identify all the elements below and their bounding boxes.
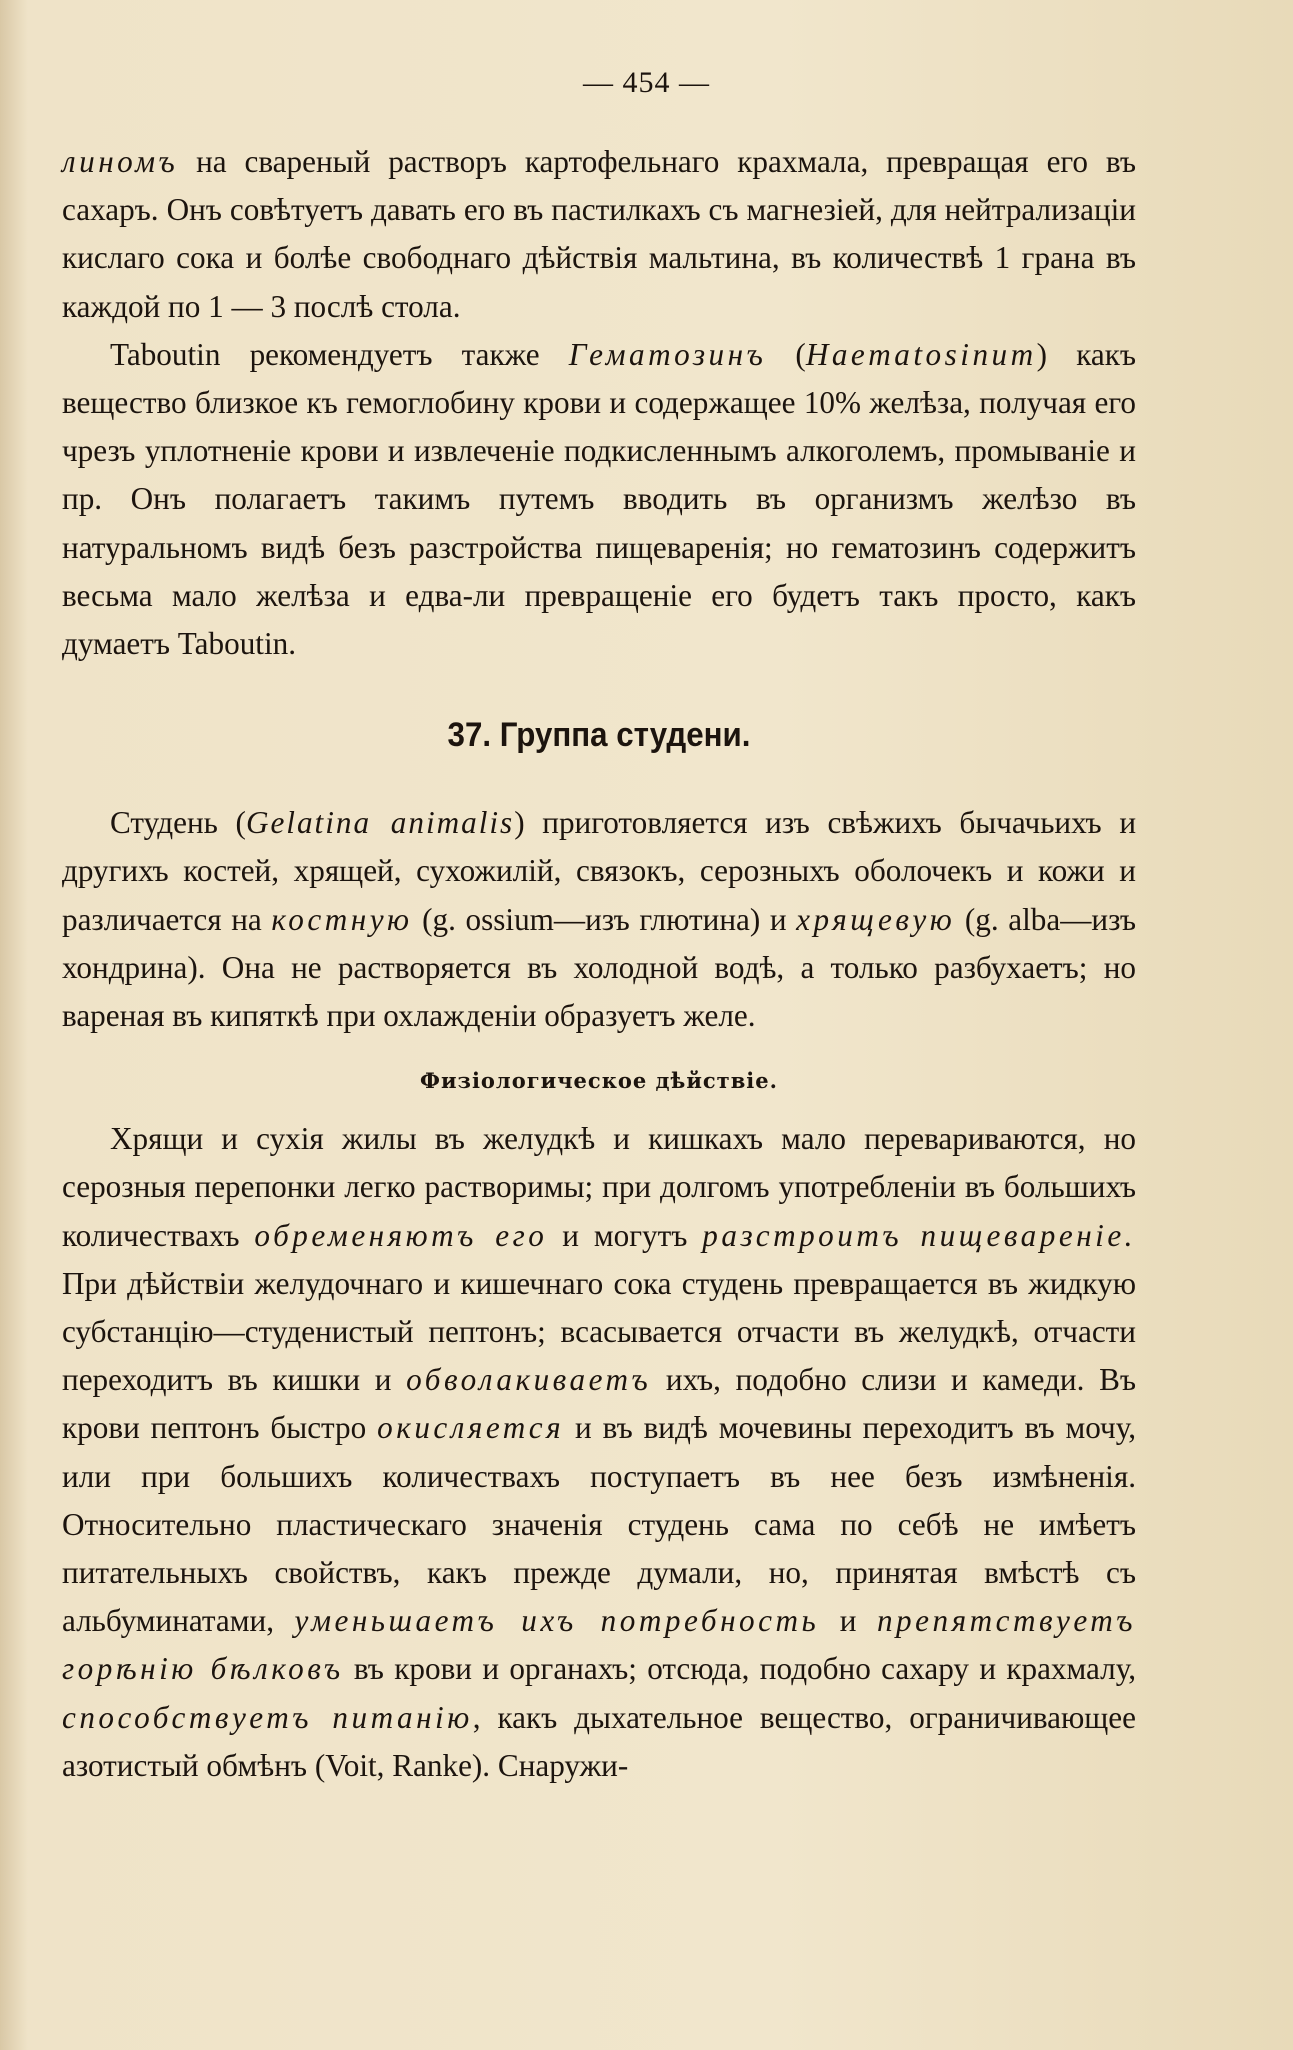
paragraph-physiology: [62, 1115, 1136, 1790]
page-number: — 454 —: [583, 66, 710, 99]
page-text: [62, 138, 1136, 1790]
emphasis-text: препятствуетъ горѣнію бѣлковъ: [62, 1603, 1136, 1687]
paragraph-text: (: [766, 336, 806, 372]
emphasis-text: способствуетъ питанію: [62, 1699, 473, 1735]
emphasis-text: хрящевую: [796, 901, 956, 937]
paragraph-text: При дѣйствіи желудочнаго и кишечнаго сока студень превращается въ жидкую субстанцію—студенистый пептонъ; всасывается отчасти въ желудкѣ, отчасти переходитъ въ кишки и: [62, 1265, 1136, 1398]
paragraph-text: на свареный растворъ картофельнаго крахмала, превращая его въ сахаръ. Онъ совѣтуетъ давать его въ пастилкахъ съ магнезіей, для нейтрализаціи кислаго сока и болѣе свободнаго дѣйствія мальтина, въ количествѣ 1 грана въ каждой по 1 — 3 послѣ стола.: [62, 144, 1136, 324]
emphasis-text: разстроитъ пищевареніе.: [702, 1217, 1136, 1253]
emphasis-text: линомъ: [62, 144, 179, 179]
paragraph-text: , какъ дыхательное вещество, ограничивающее азотистый обмѣнъ (Voit, Ranke). Снаружи-: [62, 1699, 1136, 1783]
paragraph-text: и могутъ: [547, 1217, 703, 1253]
latin-term: Haematosinum: [805, 336, 1037, 372]
paragraph-text: ) приготовляется изъ свѣжихъ бычачьихъ и другихъ костей, хрящей, сухожилій, связокъ, серозныхъ оболочекъ и кожи и различается на: [62, 805, 1137, 937]
subsection-heading: Физіологическое дѣйствіе.: [420, 1068, 778, 1094]
paragraph-text: Хрящи и сухія жилы въ желудкѣ и кишкахъ мало перевариваются, но серозныя перепонки легко растворимы; при долгомъ употребленіи въ большихъ количествахъ: [62, 1121, 1136, 1253]
paragraph-gelatina: [62, 799, 1136, 1040]
paragraph-text: и: [819, 1603, 877, 1639]
paragraph-text: ) какъ вещество близкое къ гемоглобину крови и содержащее 10% желѣза, получая его чрезъ уплотненіе крови и извлеченіе подкисленнымъ алкоголемъ, промываніе и пр. Онъ полагаетъ такимъ путемъ вводить въ организмъ желѣзо въ натуральномъ видѣ безъ разстройства пищеваренія; но гематозинъ содержитъ весьма мало желѣза и едва-ли превращеніе его будетъ такъ просто, какъ думаетъ Taboutin.: [62, 336, 1137, 662]
paragraph-hematozin: [62, 331, 1136, 668]
emphasis-text: уменьшаетъ ихъ потребность: [294, 1603, 820, 1639]
emphasis-text: обволакиваетъ: [406, 1362, 652, 1398]
paragraph-text: Taboutin рекомендуетъ также: [110, 336, 569, 372]
paragraph-text: Студень (: [110, 805, 246, 841]
emphasis-text: Гематозинъ: [568, 336, 767, 372]
paragraph-text: (g. ossium—изъ глютина) и: [412, 901, 797, 937]
paragraph-text: ихъ, подобно слизи и камеди. Въ крови пептонъ быстро: [62, 1362, 1136, 1446]
emphasis-text: окисляется: [377, 1410, 565, 1446]
paragraph-maltin: [62, 138, 1136, 331]
paragraph-text: (g. alba—изъ хондрина). Она не растворяется въ холодной водѣ, а только разбухаетъ; но вареная въ кипяткѣ при охлажденіи образуетъ желе.: [62, 901, 1136, 1034]
latin-term: Gelatina animalis: [245, 805, 515, 841]
section-heading: 37. Группа студени.: [447, 716, 751, 755]
emphasis-text: костную: [271, 901, 413, 937]
emphasis-text: обременяютъ его: [254, 1217, 548, 1253]
paragraph-text: и въ видѣ мочевины переходитъ въ мочу, или при большихъ количествахъ поступаетъ въ нее безъ измѣненія. Относительно пластическаго значенія студень сама по себѣ не имѣетъ питательныхъ свойствъ, какъ прежде думали, но, принятая вмѣстѣ съ альбуминатами,: [62, 1410, 1136, 1639]
paragraph-text: въ крови и органахъ; отсюда, подобно сахару и крахмалу,: [343, 1651, 1136, 1687]
